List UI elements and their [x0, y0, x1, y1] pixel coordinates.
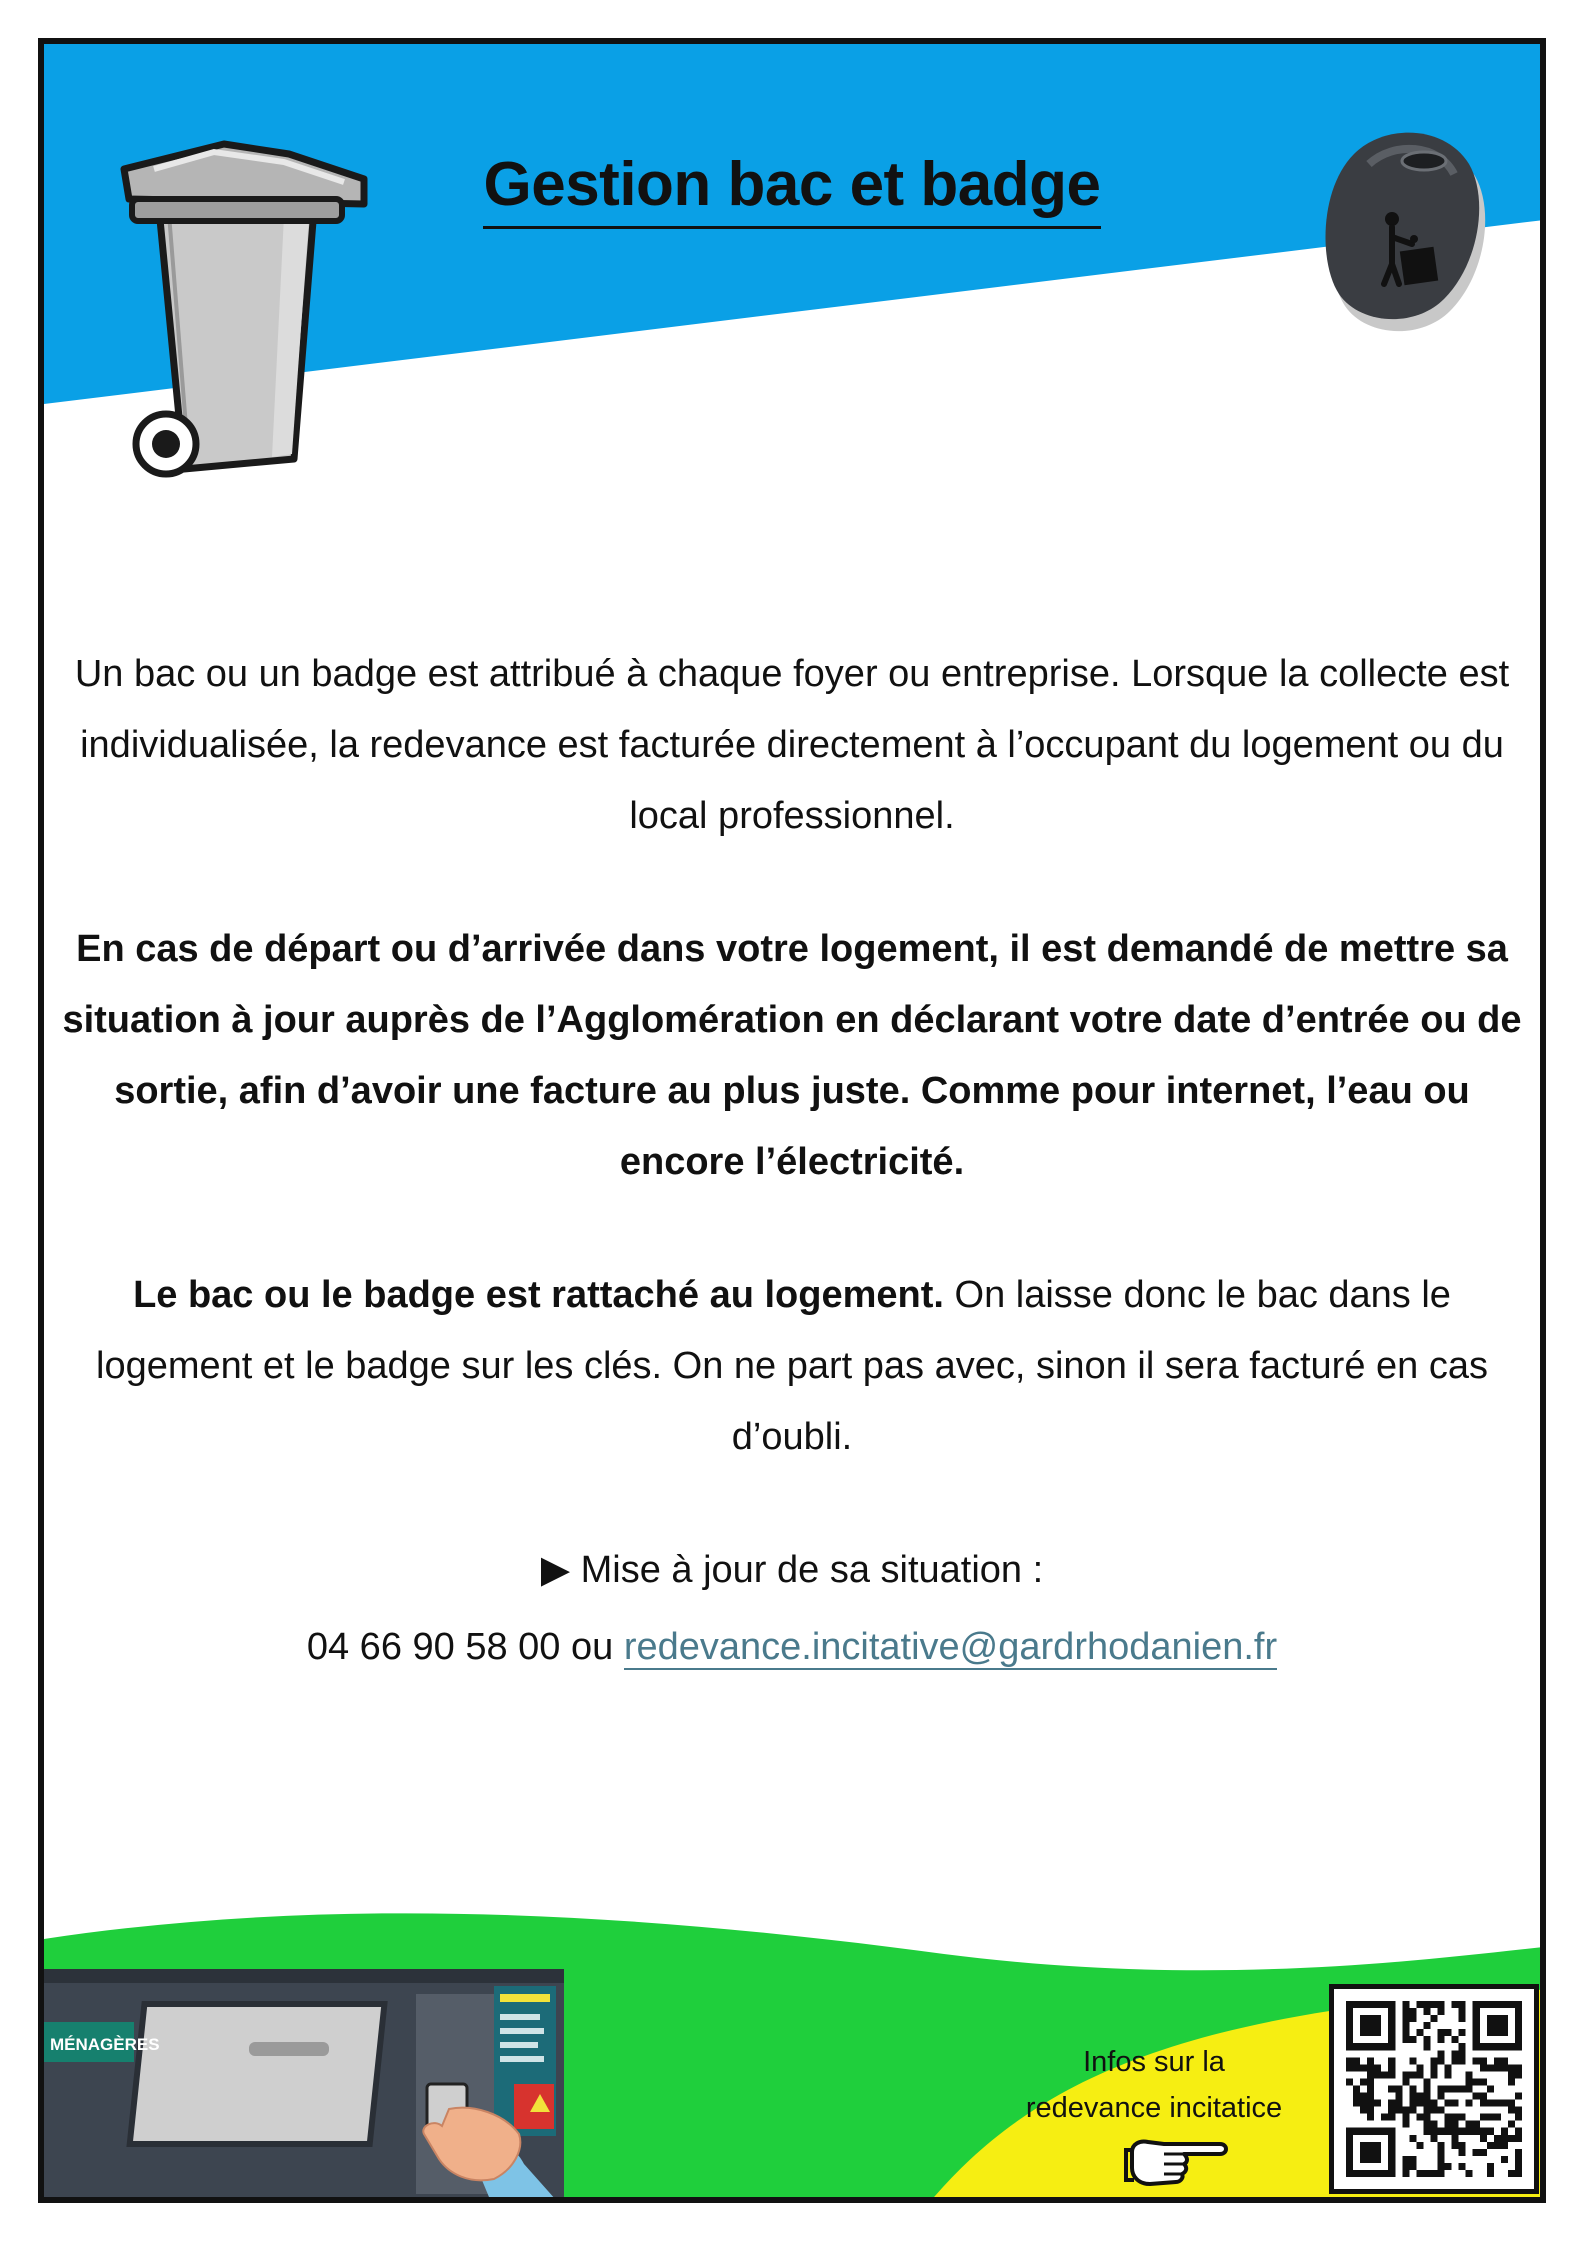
pointing-hand-icon: [1124, 2132, 1234, 2192]
poster-frame: [38, 38, 1546, 2203]
attachment-bold: Le bac ou le badge est rattaché au logement.: [133, 1274, 944, 1316]
qr-code[interactable]: [1329, 1984, 1539, 2194]
page-title-text: Gestion bac et badge: [483, 149, 1100, 229]
contact-or: ou: [560, 1626, 624, 1668]
infos-line-2: redevance incitatice: [1025, 2092, 1283, 2124]
attachment-rest: On laisse donc le bac dans le logement et le badge sur les clés. On ne part pas avec, sinon il sera facturé en cas d’oubli.: [96, 1274, 1488, 1458]
moving-notice-paragraph: En cas de départ ou d’arrivée dans votre logement, il est demandé de mettre sa situation à jour auprès de l’Agglomération en déclarant votre date d’entrée ou de sortie, afin d’avoir une facture au plus juste. Comme pour internet, l’eau ou encore l’électricité.: [62, 928, 1522, 1183]
update-label: Mise à jour de sa situation :: [570, 1549, 1044, 1591]
main-content: [44, 639, 1540, 1683]
intro-paragraph: Un bac ou un badge est attribué à chaque foyer ou entreprise. Lorsque la collecte est individualisée, la redevance est facturée directement à l’occupant du logement ou du local professionnel.: [74, 653, 1510, 837]
bottom-illustration: [44, 1894, 1546, 2203]
menageres-sign: MÉNAGÈRES: [50, 2035, 160, 2054]
arrow-icon: ▶: [540, 1549, 571, 1591]
qr-code-icon: [1346, 2001, 1522, 2177]
key-badge-icon: [1294, 119, 1494, 349]
contact-line: [44, 1612, 1540, 1683]
update-line: [44, 1535, 1540, 1606]
attachment-paragraph: [44, 1260, 1540, 1473]
email-link[interactable]: redevance.incitative@gardrhodanien.fr: [623, 1626, 1278, 1668]
infos-line-1: Infos sur la: [1083, 2046, 1225, 2078]
phone-number: 04 66 90 58 00: [306, 1626, 561, 1668]
infos-label: [1004, 2039, 1304, 2131]
